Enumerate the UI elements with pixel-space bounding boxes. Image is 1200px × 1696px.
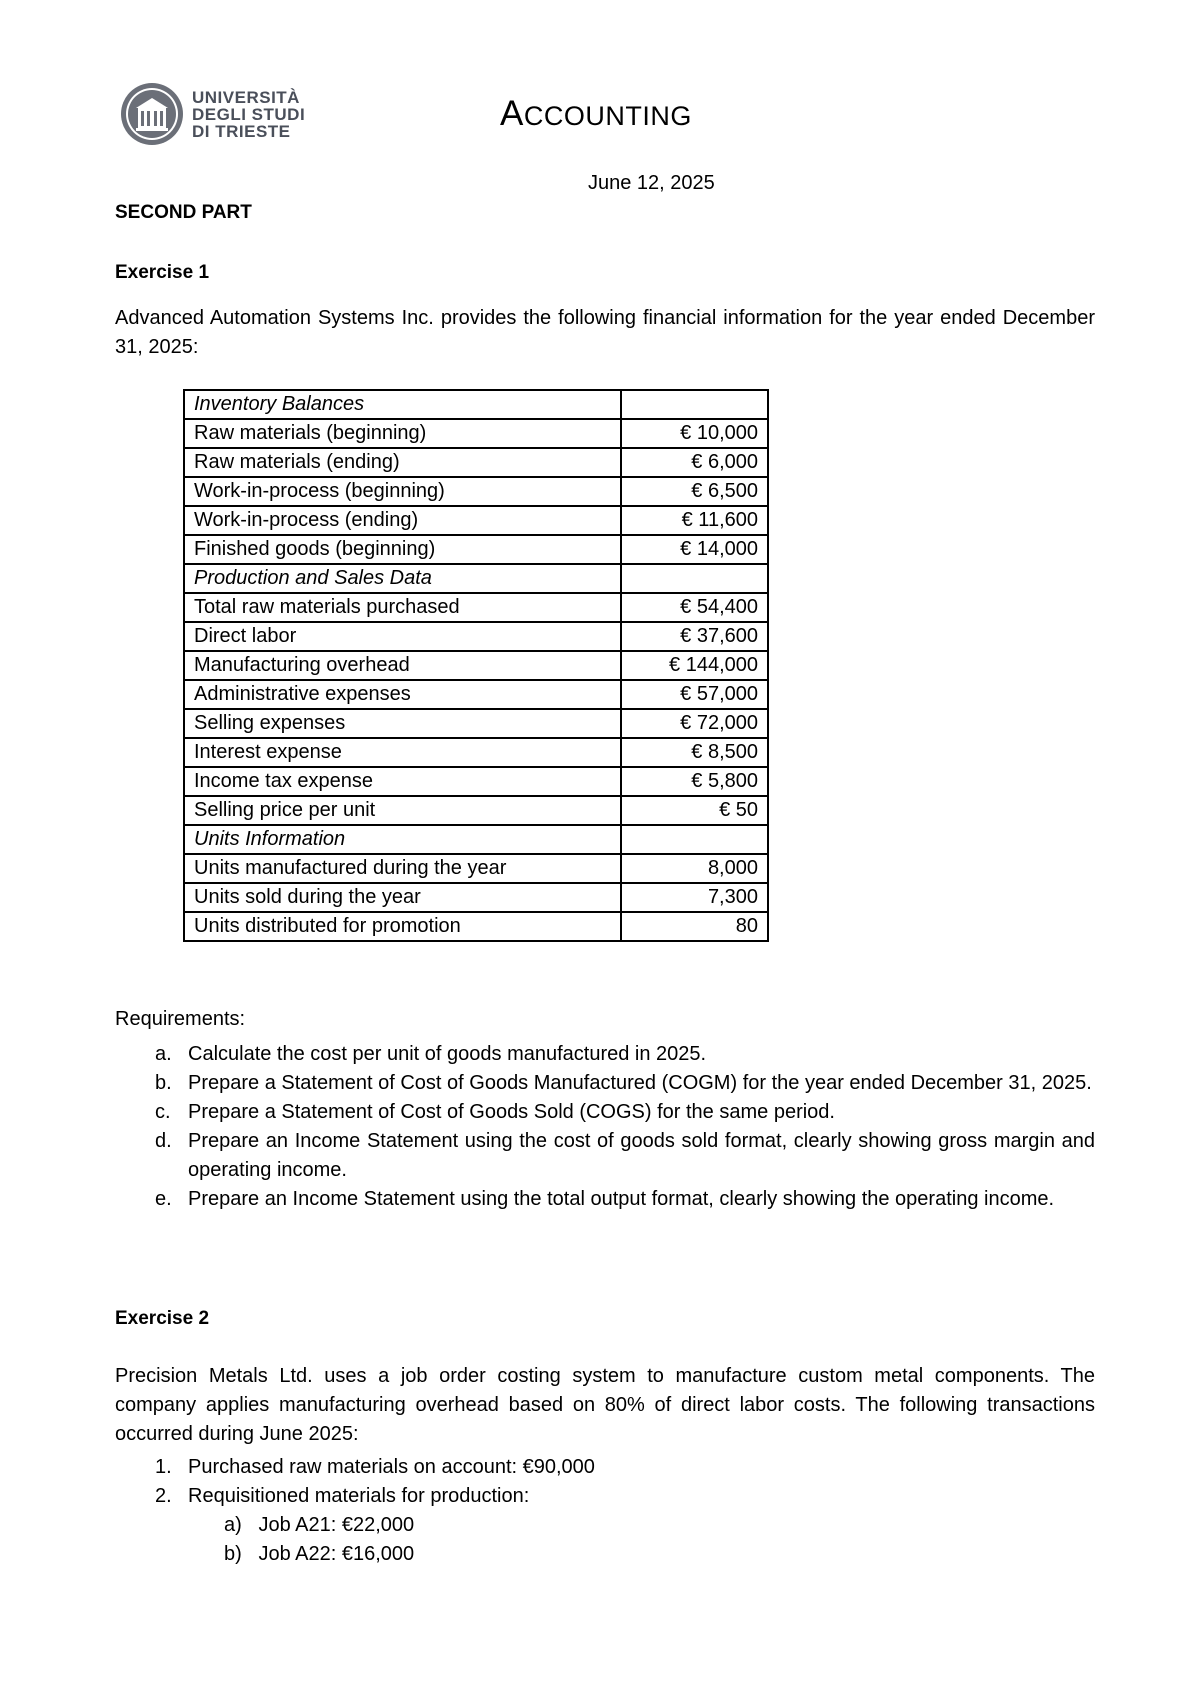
row-value: € 57,000 [621, 680, 768, 709]
row-label: Units manufactured during the year [184, 854, 621, 883]
row-label: Finished goods (beginning) [184, 535, 621, 564]
logo-line-3: DI TRIESTE [192, 121, 291, 141]
document-title: ACCOUNTING [500, 94, 692, 133]
row-label: Units Information [184, 825, 621, 854]
row-value: € 6,500 [621, 477, 768, 506]
row-value [621, 390, 768, 419]
exam-date: June 12, 2025 [588, 172, 715, 194]
university-name [192, 89, 305, 140]
row-value: € 50 [621, 796, 768, 825]
sub-list [188, 1511, 595, 1569]
exercise-1-intro: Advanced Automation Systems Inc. provides the following financial information for the year ended December 31, 2025: [115, 307, 1095, 358]
financial-data-table [183, 389, 769, 942]
row-label: Work-in-process (ending) [184, 506, 621, 535]
table-row [184, 854, 768, 883]
table-row [184, 680, 768, 709]
table-row [184, 535, 768, 564]
requirements-label: Requirements: [115, 1008, 246, 1030]
list-item: b. Prepare a Statement of Cost of Goods Manufactured (COGM) for the year ended December 31, 2025. [155, 1072, 1092, 1094]
table-row [184, 767, 768, 796]
row-label: Manufacturing overhead [184, 651, 621, 680]
row-value: € 10,000 [621, 419, 768, 448]
row-label: Direct labor [184, 622, 621, 651]
table-row [184, 825, 768, 854]
row-value: 8,000 [621, 854, 768, 883]
exercise-2-heading: Exercise 2 [115, 1308, 210, 1329]
sub-list-item: b) Job A22: €16,000 [224, 1543, 415, 1565]
row-value: € 6,000 [621, 448, 768, 477]
row-label: Selling expenses [184, 709, 621, 738]
exercise-2-intro: Precision Metals Ltd. uses a job order costing system to manufacture custom metal components. The company applies manufacturing overhead based on 80% of direct labor costs. The following transactions occurred during June 2025: [115, 1365, 1095, 1445]
table-row [184, 448, 768, 477]
row-value: € 72,000 [621, 709, 768, 738]
university-seal-icon [120, 82, 184, 146]
list-item: a. Calculate the cost per unit of goods manufactured in 2025. [155, 1043, 707, 1065]
part-heading: SECOND PART [115, 202, 252, 223]
row-label: Production and Sales Data [184, 564, 621, 593]
table-row [184, 622, 768, 651]
university-logo [120, 82, 305, 146]
row-label: Administrative expenses [184, 680, 621, 709]
row-label: Raw materials (beginning) [184, 419, 621, 448]
list-item: c. Prepare a Statement of Cost of Goods Sold (COGS) for the same period. [155, 1101, 835, 1123]
table-row [184, 593, 768, 622]
row-value: € 8,500 [621, 738, 768, 767]
row-value: 80 [621, 912, 768, 941]
logo-line-1: UNIVERSITÀ [192, 87, 300, 107]
row-label: Income tax expense [184, 767, 621, 796]
row-label: Inventory Balances [184, 390, 621, 419]
table-row [184, 651, 768, 680]
row-value: € 54,400 [621, 593, 768, 622]
exercise-1-heading: Exercise 1 [115, 262, 210, 283]
row-label: Interest expense [184, 738, 621, 767]
table-row [184, 738, 768, 767]
table-row [184, 709, 768, 738]
row-value: € 14,000 [621, 535, 768, 564]
row-value: € 144,000 [621, 651, 768, 680]
row-value: € 11,600 [621, 506, 768, 535]
sub-list-item: a) Job A21: €22,000 [224, 1514, 415, 1536]
table-row [184, 796, 768, 825]
row-label: Units distributed for promotion [184, 912, 621, 941]
row-label: Raw materials (ending) [184, 448, 621, 477]
row-label: Units sold during the year [184, 883, 621, 912]
list-item: 1. Purchased raw materials on account: €90,000 [155, 1456, 595, 1478]
transactions-list [155, 1453, 595, 1569]
table-row [184, 912, 768, 941]
row-label: Work-in-process (beginning) [184, 477, 621, 506]
list-item: 2. Requisitioned materials for production: a) Job A21: €22,000 b) Job A22: €16,000 [155, 1482, 595, 1569]
table-row [184, 477, 768, 506]
row-value: 7,300 [621, 883, 768, 912]
table-row [184, 419, 768, 448]
table-row [184, 564, 768, 593]
table-row [184, 506, 768, 535]
table-row [184, 390, 768, 419]
row-value [621, 825, 768, 854]
row-label: Selling price per unit [184, 796, 621, 825]
table-row [184, 883, 768, 912]
row-value [621, 564, 768, 593]
requirements-list [155, 1040, 1095, 1214]
logo-line-2: DEGLI STUDI [192, 104, 306, 124]
row-label: Total raw materials purchased [184, 593, 621, 622]
list-item: e. Prepare an Income Statement using the total output format, clearly showing the operating income. [155, 1188, 1055, 1210]
row-value: € 37,600 [621, 622, 768, 651]
list-item: d. Prepare an Income Statement using the cost of goods sold format, clearly showing gross margin and operating income. [155, 1130, 1095, 1181]
row-value: € 5,800 [621, 767, 768, 796]
